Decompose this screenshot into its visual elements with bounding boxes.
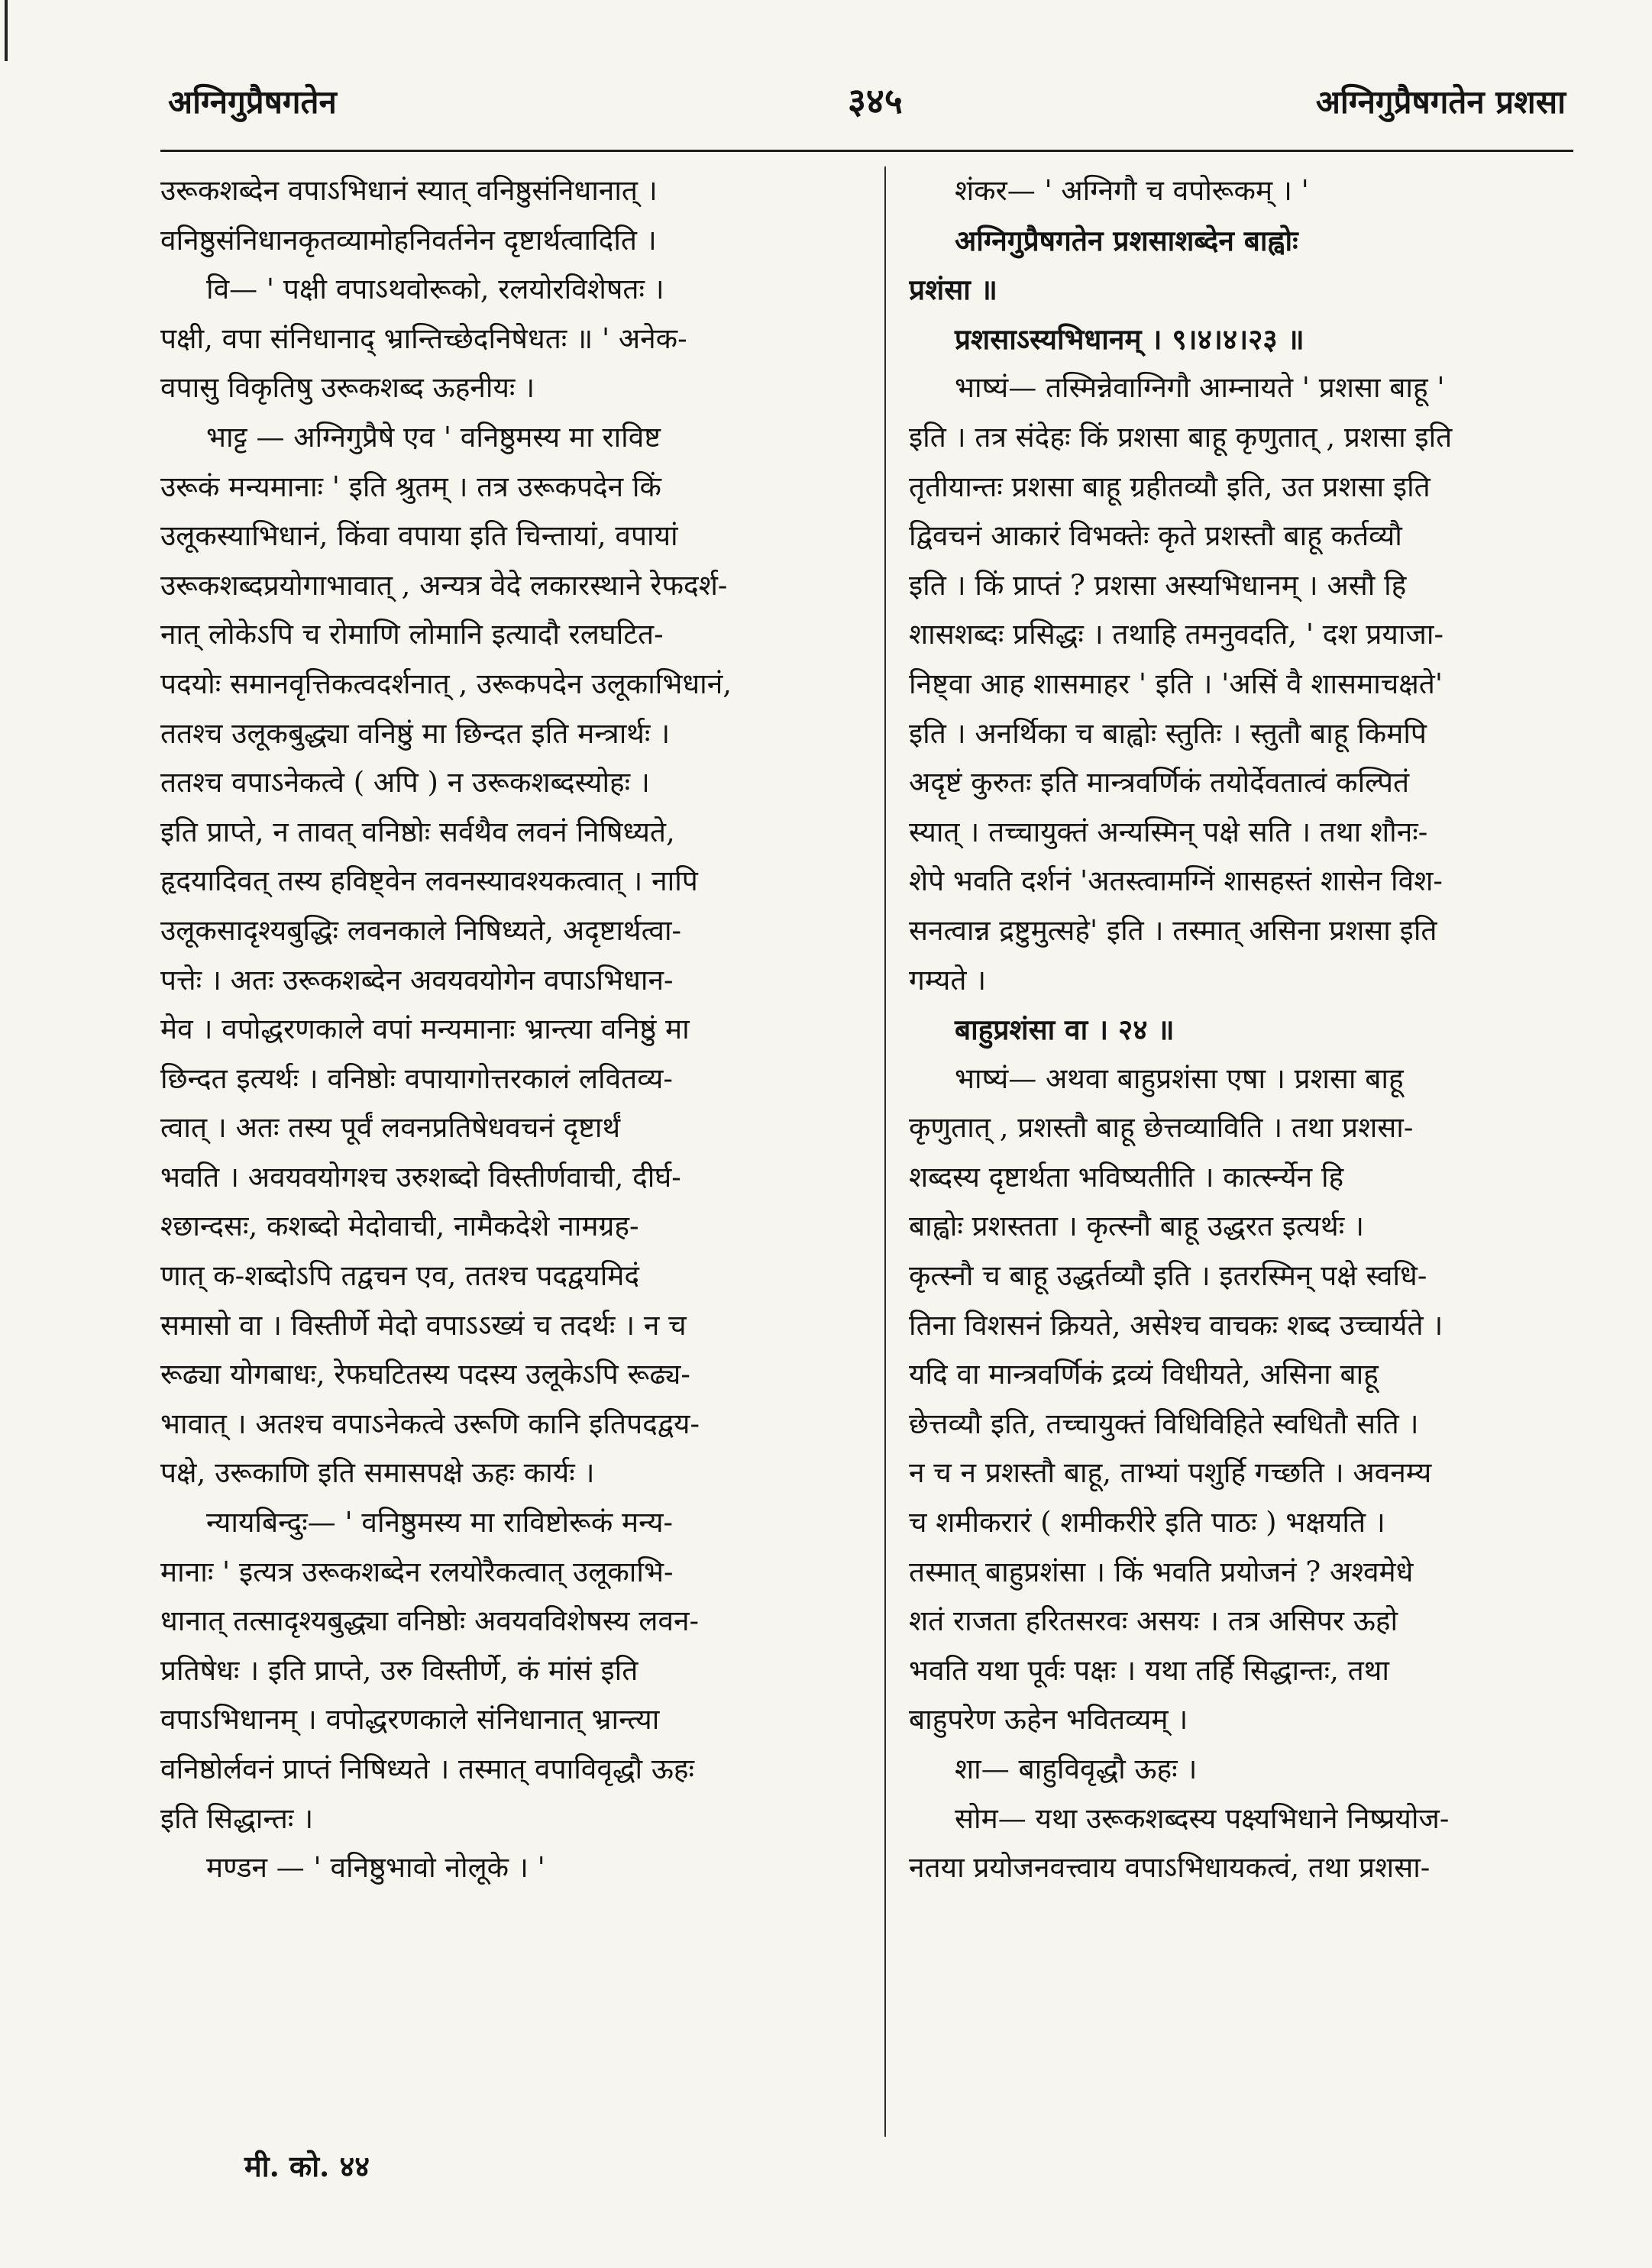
text-line: कृणुतात् , प्रशस्तौ बाहू छेत्तव्याविति । तथा प्रशसा- (909, 1111, 1414, 1145)
text-line: वपासु विकृतिषु उरूकशब्द ऊहनीयः । (160, 371, 535, 405)
text-line: तिना विशसनं क्रियते, असेश्च वाचकः शब्द उच्चार्यते । (909, 1308, 1443, 1342)
text-line: द्विवचनं आकारं विभक्तेः कृते प्रशस्तौ बाहू कर्तव्यौ (909, 519, 1402, 553)
text-line: वनिष्ठुसंनिधानकृतव्यामोहनिवर्तनेन दृष्टार्थत्वादिति । (160, 223, 657, 257)
text-line: उरूकशब्देन वपाऽभिधानं स्यात् वनिष्ठुसंनिधानात् । (160, 174, 658, 207)
text-line: धानात् तत्सादृश्यबुद्ध्या वनिष्ठोः अवयवविशेषस्य लवन- (160, 1604, 700, 1638)
text-line: भवति । अवयवयोगश्च उरुशब्दो विस्तीर्णवाची, दीर्घ- (160, 1160, 681, 1194)
text-line: इति । अनर्थिका च बाह्वोः स्तुतिः । स्तुतौ बाहू किमपि (909, 716, 1427, 750)
text-line: पत्तेः । अतः उरूकशब्देन अवयवयोगेन वपाऽभिधान- (160, 963, 674, 997)
left-column (160, 166, 867, 1893)
text-line: न च न प्रशस्तौ बाहू, ताभ्यां पशुर्हि गच्छति । अवनम्य (909, 1456, 1432, 1490)
text-line: शतं राजता हरितसरवः असयः । तत्र असिपर ऊहो (909, 1604, 1398, 1638)
text-line: शासशब्दः प्रसिद्धः । तथाहि तमनुवदति, ' दश प्रयाजा- (909, 618, 1443, 651)
text-line: उलूकस्याभिधानं, किंवा वपाया इति चिन्तायां, वपायां (160, 519, 678, 553)
text-line: नतया प्रयोजनवत्त्वाय वपाऽभिधायकत्वं, तथा प्रशसा- (909, 1851, 1431, 1885)
text-line: णात् क-शब्दोऽपि तद्वचन एव, ततश्च पदद्वयमिदं (160, 1259, 640, 1293)
text-line: बाह्वोः प्रशस्तता । कृत्स्नौ बाहू उद्धरत इत्यर्थः । (909, 1210, 1364, 1243)
right-column (909, 166, 1573, 1893)
text-line: इति । तत्र संदेहः किं प्रशसा बाहू कृणुतात् , प्रशसा इति (909, 420, 1453, 454)
text-line: पक्षे, उरूकाणि इति समासपक्षे ऊहः कार्यः । (160, 1456, 595, 1490)
text-line: प्रतिषेधः । इति प्राप्ते, उरु विस्तीर्णे, कं मांसं इति (160, 1653, 638, 1687)
text-line: तस्मात् बाहुप्रशंसा । किं भवति प्रयोजनं ? अश्वमेधे (909, 1555, 1414, 1588)
text-line: अदृष्टं कुरुतः इति मान्त्रवर्णिकं तयोर्देवतात्वं कल्पितं (909, 766, 1410, 800)
text-line: वि— ' पक्षी वपाऽथवोरूको, रलयोरविशेषतः । (206, 273, 664, 306)
text-line: ततश्च उलूकबुद्ध्या वनिष्ठुं मा छिन्दत इति मन्त्रार्थः । (160, 716, 671, 750)
text-line: पक्षी, वपा संनिधानाद् भ्रान्तिच्छेदनिषेधतः ॥ ' अनेक- (160, 321, 687, 355)
column-divider (884, 166, 886, 2137)
text-line: छिन्दत इत्यर्थः । वनिष्ठोः वपायागोत्तरकालं लवितव्य- (160, 1061, 673, 1095)
text-line: शेपे भवति दर्शनं 'अतस्त्वामग्निं शासहस्तं शासेन विश- (909, 864, 1443, 898)
header-left-title: अग्निगुप्रैषगतेन (168, 83, 337, 121)
text-line: बाहुपरेण ऊहेन भवितव्यम् । (909, 1703, 1188, 1737)
text-line: इति सिद्धान्तः । (160, 1801, 314, 1835)
text-line: वनिष्ठोर्लवनं प्राप्तं निषिध्यते । तस्मात् वपाविवृद्धौ ऊहः (160, 1753, 695, 1785)
text-line: शा— बाहुविवृद्धौ ऊहः । (955, 1753, 1198, 1785)
text-line: श्छान्दसः, कशब्दो मेदोवाची, नामैकदेशे नामग्रह- (160, 1210, 639, 1243)
text-line: रूढ्या योगबाधः, रेफघटितस्य पदस्य उलूकेऽपि रूढ्य- (160, 1358, 690, 1391)
text-line: भवति यथा पूर्वः पक्षः । यथा तर्हि सिद्धान्तः, तथा (909, 1653, 1389, 1687)
header-rule (160, 150, 1573, 152)
text-line: वपाऽभिधानम् । वपोद्धरणकाले संनिधानात् भ्रान्त्या (160, 1703, 660, 1737)
text-line: तृतीयान्तः प्रशसा बाहू ग्रहीतव्यौ इति, उत प्रशसा इति (909, 470, 1431, 503)
text-line: अग्निगुप्रैषगतेन प्रशसाशब्देन बाह्वोः (955, 223, 1298, 257)
text-line: उरूकं मन्यमानाः ' इति श्रुतम् । तत्र उरूकपदेन किं (160, 470, 661, 503)
text-line: प्रशंसा ॥ (909, 273, 997, 307)
text-line: न्यायबिन्दुः— ' वनिष्ठुमस्य मा राविष्टोरूकं मन्य- (206, 1506, 674, 1539)
text-line: ततश्च वपाऽनेकत्वे ( अपि ) न उरूकशब्दस्योहः । (160, 766, 650, 800)
footer-signature: मी. को. ४४ (244, 2149, 370, 2183)
text-line: हृदयादिवत् तस्य हविष्ट्वेन लवनस्यावश्यकत्वात् । नापि (160, 864, 698, 898)
text-line: छेत्तव्यौ इति, तच्चायुक्तं विधिविहिते स्वधितौ सति । (909, 1407, 1419, 1440)
text-line: शब्दस्य दृष्टार्थता भविष्यतीति । कार्त्स्न्येन हि (909, 1160, 1344, 1194)
text-line: बाहुप्रशंसा वा । २४ ॥ (955, 1013, 1175, 1047)
text-line: उलूकसादृश्यबुद्धिः लवनकाले निषिध्यते, अदृष्टार्थत्वा- (160, 913, 682, 947)
text-line: सोम— यथा उरूकशब्दस्य पक्ष्यभिधाने निष्प्रयोज- (955, 1801, 1450, 1835)
text-line: मानाः ' इत्यत्र उरूकशब्देन रलयोरैकत्वात् उलूकाभि- (160, 1555, 674, 1588)
text-line: इति प्राप्ते, न तावत् वनिष्ठोः सर्वथैव लवनं निषिध्यते, (160, 815, 675, 848)
text-line: शंकर— ' अग्निगौ च वपोरूकम् । ' (955, 174, 1309, 207)
text-line: मेव । वपोद्धरणकाले वपां मन्यमानाः भ्रान्त्या वनिष्ठुं मा (160, 1013, 690, 1046)
text-line: यदि वा मान्त्रवर्णिकं द्रव्यं विधीयते, असिना बाहू (909, 1358, 1379, 1391)
text-line: निष्ट्वा आह शासमाहर ' इति । 'असिं वै शासमाचक्षते' (909, 667, 1443, 700)
text-line: भाष्यं— तस्मिन्नेवाग्निगौ आम्नायते ' प्रशसा बाहू ' (955, 371, 1445, 405)
text-line: नात् लोकेऽपि च रोमाणि लोमानि इत्यादौ रलघटित- (160, 618, 664, 651)
text-line: भावात् । अतश्च वपाऽनेकत्वे उरूणि कानि इतिपदद्वय- (160, 1407, 700, 1440)
text-line: भाट्ट — अग्निगुप्रैषे एव ' वनिष्ठुमस्य मा राविष्ट (206, 420, 661, 454)
text-line: प्रशसाऽस्यभिधानम् । ९।४।४।२३ ॥ (955, 321, 1304, 356)
text-line: त्वात् । अतः तस्य पूर्वं लवनप्रतिषेधवचनं दृष्टार्थं (160, 1111, 621, 1145)
header-right-title: अग्निगुप्रैषगतेन प्रशसा (1315, 83, 1566, 121)
text-line: गम्यते । (909, 963, 987, 997)
page-edge-mark (5, 0, 8, 61)
text-line: पदयोः समानवृत्तिकत्वदर्शनात् , उरूकपदेन उलूकाभिधानं, (160, 667, 732, 700)
text-line: च शमीकरारं ( शमीकरीरे इति पाठः ) भक्षयति । (909, 1506, 1385, 1539)
text-line: मण्डन — ' वनिष्ठुभावो नोलूके । ' (206, 1851, 545, 1885)
text-line: समासो वा । विस्तीर्णे मेदो वपाऽऽख्यं च तदर्थः । न च (160, 1308, 687, 1342)
text-line: सनत्वान्न द्रष्टुमुत्सहे' इति । तस्मात् असिना प्रशसा इति (909, 913, 1437, 947)
text-line: भाष्यं— अथवा बाहुप्रशंसा एषा । प्रशसा बाहू (955, 1061, 1404, 1095)
text-line: उरूकशब्दप्रयोगाभावात् , अन्यत्र वेदे लकारस्थाने रेफदर्श- (160, 568, 728, 602)
page-number: ३४५ (848, 80, 903, 121)
text-line: स्यात् । तच्चायुक्तं अन्यस्मिन् पक्षे सति । तथा शौनः- (909, 815, 1428, 848)
running-header (160, 73, 1573, 127)
text-line: कृत्स्नौ च बाहू उद्धर्तव्यौ इति । इतरस्मिन् पक्षे स्वधि- (909, 1259, 1427, 1293)
text-line: इति । किं प्राप्तं ? प्रशसा अस्यभिधानम् । असौ हि (909, 568, 1407, 602)
